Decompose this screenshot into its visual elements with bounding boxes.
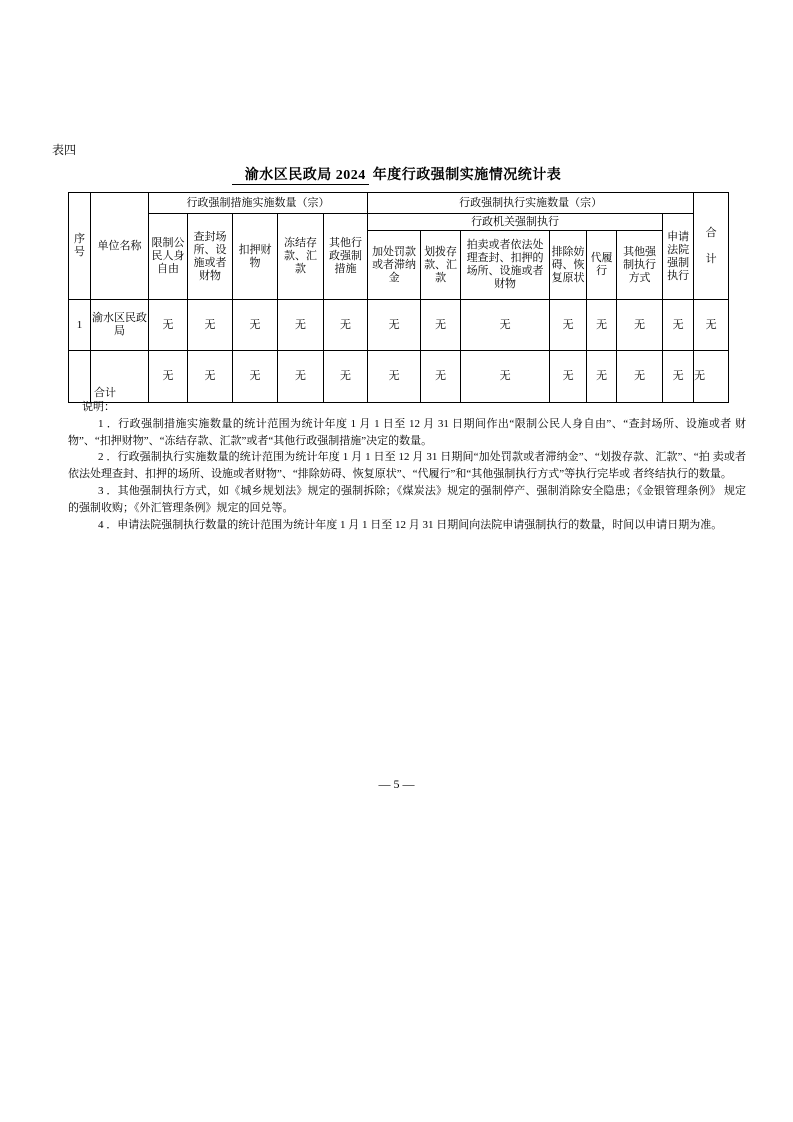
cell-value: 无 bbox=[694, 351, 729, 403]
cell-seq-empty bbox=[69, 351, 91, 403]
cell-value: 无 bbox=[587, 300, 617, 351]
cell-value: 无 bbox=[149, 300, 188, 351]
col-header-unit-name: 单位名称 bbox=[91, 193, 149, 300]
cell-value: 无 bbox=[550, 300, 587, 351]
note-item-1: 1 ．行政强制措施实施数量的统计范围为统计年度 1 月 1 日至 12 月 31 日期间作出“限制公民人身自由”、“查封场所、设施或者 财物”、“扣押财物”、“冻结存款、汇款”或者“其他行政强制措施”决定的数量。 bbox=[68, 417, 746, 447]
col-header-court-execution: 申请法院强制执行 bbox=[663, 214, 694, 300]
col-header-freeze-deposits: 冻结存款、汇款 bbox=[278, 214, 324, 300]
cell-value: 无 bbox=[694, 300, 729, 351]
cell-value: 无 bbox=[550, 351, 587, 403]
col-header-seal-places: 查封场所、设施或者财物 bbox=[188, 214, 233, 300]
document-title-rest: 年度行政强制实施情况统计表 bbox=[372, 168, 562, 183]
cell-value: 无 bbox=[663, 351, 694, 403]
cell-value: 无 bbox=[617, 300, 663, 351]
cell-value: 无 bbox=[324, 300, 368, 351]
cell-value: 无 bbox=[233, 351, 278, 403]
note-item-3: 3 ．其他强制执行方式，如《城乡规划法》规定的强制拆除；《煤炭法》规定的强制停产、强制消除安全隐患；《金银管理条例》 规定的强制收购；《外汇管理条例》规定的回兑等。 bbox=[68, 484, 746, 514]
col-group-admin-execution: 行政机关强制执行 bbox=[368, 214, 663, 231]
note-item-4: 4 ．申请法院强制执行数量的统计范围为统计年度 1 月 1 日至 12 月 31 日期间向法院申请强制执行的数量，时间以申请日期为准。 bbox=[98, 518, 723, 531]
col-header-auction-property: 拍卖或者依法处理查封、扣押的场所、设施或者财物 bbox=[461, 231, 550, 300]
col-header-remove-obstruction: 排除妨碍、恢复原状 bbox=[550, 231, 587, 300]
header-row-subgroups bbox=[69, 214, 729, 231]
cell-value: 无 bbox=[461, 351, 550, 403]
cell-total-label: 合计 bbox=[91, 351, 149, 403]
cell-value: 无 bbox=[663, 300, 694, 351]
col-group-execution: 行政强制执行实施数量（宗） bbox=[368, 193, 694, 214]
col-header-seize-property: 扣押财物 bbox=[233, 214, 278, 300]
cell-value: 无 bbox=[368, 351, 421, 403]
col-header-transfer-deposits: 划拨存款、汇款 bbox=[421, 231, 461, 300]
table-row-total bbox=[69, 351, 729, 403]
enforcement-stats-table bbox=[68, 192, 729, 403]
table-row-unit bbox=[69, 300, 729, 351]
col-group-measures: 行政强制措施实施数量（宗） bbox=[149, 193, 368, 214]
cell-value: 无 bbox=[278, 300, 324, 351]
cell-value: 无 bbox=[587, 351, 617, 403]
document-title-underlined-part: 渝水区民政局 2024 bbox=[232, 164, 369, 185]
cell-unit-name: 渝水区民政局 bbox=[91, 300, 149, 351]
page-number: — 5 — bbox=[378, 777, 415, 791]
note-item-2: 2 ．行政强制执行实施数量的统计范围为统计年度 1 月 1 日至 12 月 31 日期间“加处罚款或者滞纳金”、“划拨存款、汇款”、“拍 卖或者依法处理查封、扣押的场所、设施或者财物”、“排除妨碍、恢复原状”、“代履行”和“其他强制执行方式”等执行完毕或 者终结执行的数量。 bbox=[68, 451, 746, 481]
cell-value: 无 bbox=[149, 351, 188, 403]
col-header-other-measures: 其他行政强制措施 bbox=[324, 214, 368, 300]
notes-label: 说明： bbox=[82, 401, 115, 413]
cell-value: 无 bbox=[188, 300, 233, 351]
cell-value: 无 bbox=[233, 300, 278, 351]
cell-value: 无 bbox=[278, 351, 324, 403]
cell-seq: 1 bbox=[69, 300, 91, 351]
cell-value: 无 bbox=[188, 351, 233, 403]
col-header-restrict-freedom: 限制公民人身自由 bbox=[149, 214, 188, 300]
col-header-other-execution: 其他强制执行方式 bbox=[617, 231, 663, 300]
col-header-total: 合计 bbox=[694, 193, 729, 300]
document-title bbox=[0, 164, 793, 185]
col-header-substitute-performance: 代履行 bbox=[587, 231, 617, 300]
col-header-additional-fines: 加处罚款或者滞纳金 bbox=[368, 231, 421, 300]
cell-value: 无 bbox=[421, 351, 461, 403]
cell-value: 无 bbox=[461, 300, 550, 351]
cell-value: 无 bbox=[368, 300, 421, 351]
table-number-label: 表四 bbox=[52, 143, 77, 157]
notes-section bbox=[68, 399, 746, 533]
header-row-groups bbox=[69, 193, 729, 214]
col-header-seq: 序号 bbox=[69, 193, 91, 300]
cell-value: 无 bbox=[324, 351, 368, 403]
cell-value: 无 bbox=[421, 300, 461, 351]
cell-value: 无 bbox=[617, 351, 663, 403]
